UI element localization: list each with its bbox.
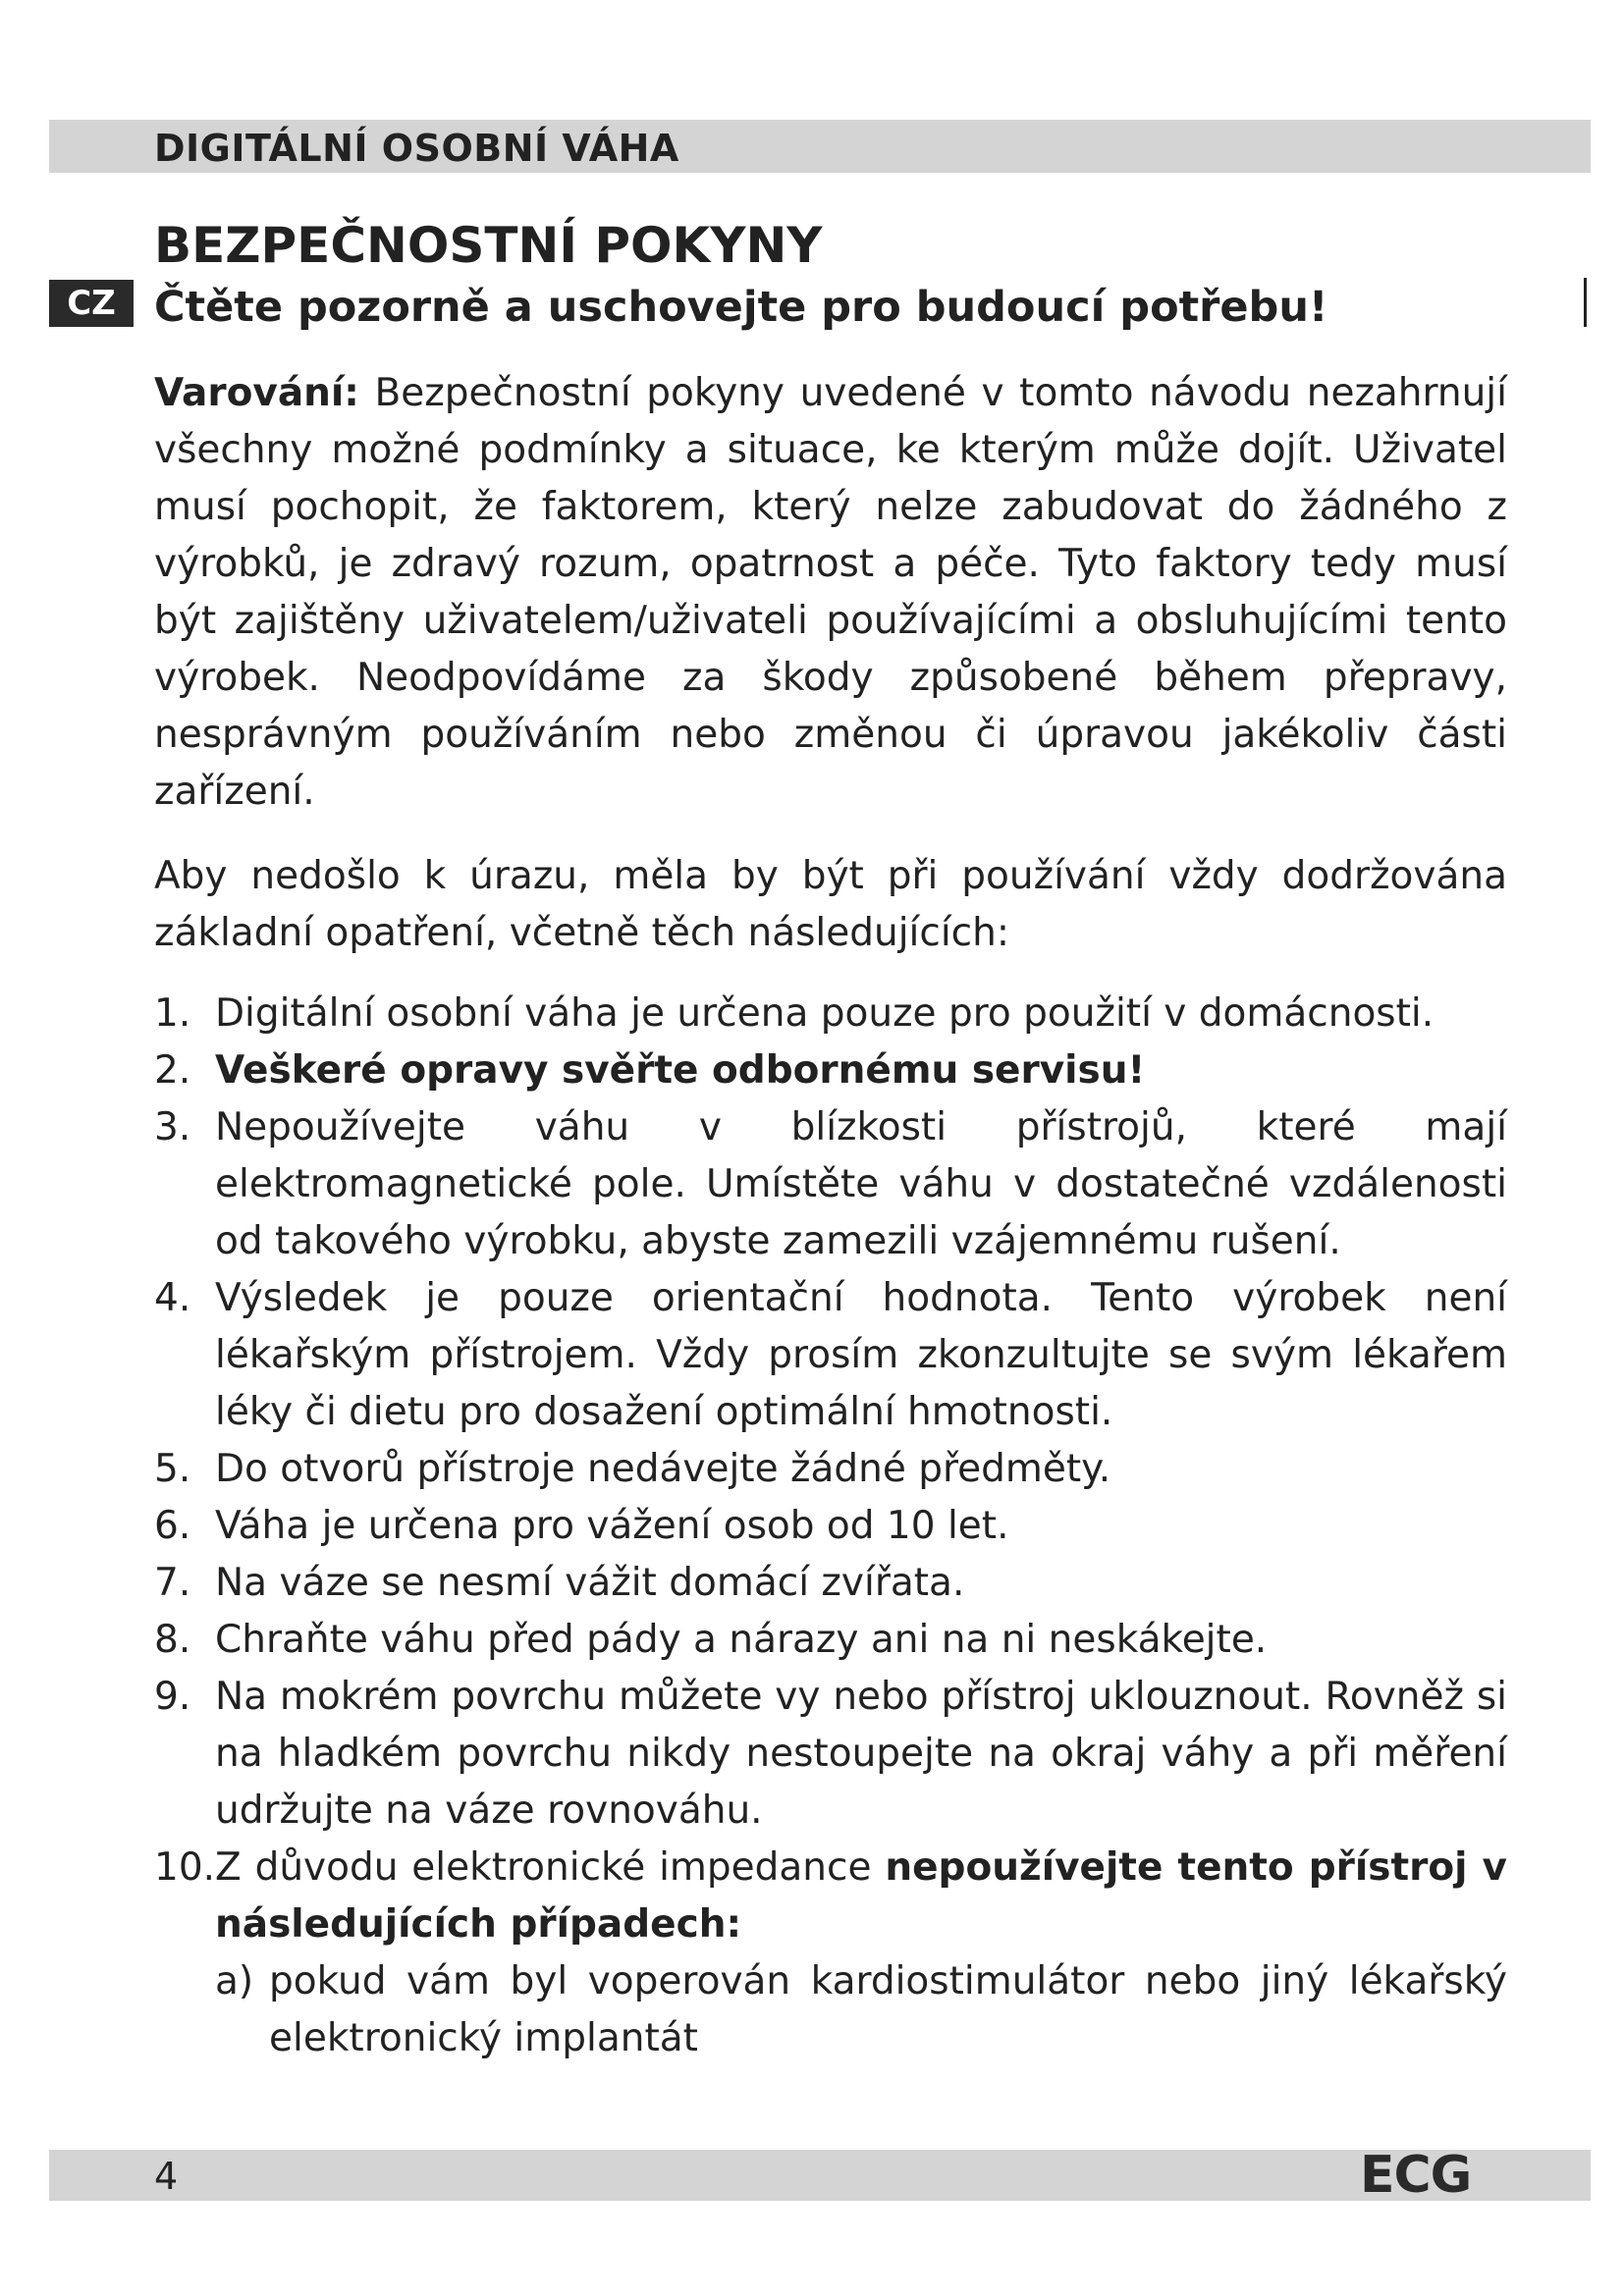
list-item bbox=[154, 1042, 1507, 1099]
section-subtitle: Čtěte pozorně a uschovejte pro budoucí potřebu! bbox=[154, 283, 1328, 332]
list-item bbox=[154, 1840, 1507, 2067]
sub-item-letter: a) bbox=[215, 1959, 254, 2003]
list-item bbox=[154, 1612, 1507, 1669]
item-text: Výsledek je pouze orientační hodnota. Tento výrobek není lékařským přístrojem. Vždy prosím zkonzultujte se svým lékařem léky či dietu pro dosažení optimální hmotnosti. bbox=[215, 1276, 1507, 1434]
warning-text: Bezpečnostní pokyny uvedené v tomto návodu nezahrnují všechny možné podmínky a situace, ke kterým může dojít. Uživatel musí pochopit, že faktorem, který nelze zabudovat do žádného z výrobků, je zdravý rozum, opatrnost a péče. Tyto faktory tedy musí být zajištěny uživatelem/uživateli používajícími a obsluhujícími tento výrobek. Neodpovídáme za škody způsobené během přepravy, nesprávným používáním nebo změnou či úpravou jakékoliv části zařízení. bbox=[154, 371, 1507, 814]
warning-paragraph bbox=[154, 365, 1507, 821]
list-item bbox=[154, 1099, 1507, 1270]
list-item bbox=[154, 1498, 1507, 1555]
list-item bbox=[154, 1441, 1507, 1498]
document-title: DIGITÁLNÍ OSOBNÍ VÁHA bbox=[154, 127, 679, 170]
language-badge: CZ bbox=[49, 280, 134, 327]
item-number: 1. bbox=[154, 991, 191, 1036]
item-text: Chraňte váhu před pády a nárazy ani na ni neskákejte. bbox=[215, 1618, 1268, 1662]
list-item bbox=[154, 1270, 1507, 1441]
list-item bbox=[154, 986, 1507, 1042]
item-bold-text: nepoužívejte tento přístroj v následujících případech: bbox=[215, 1845, 1507, 1947]
item-text: Nepoužívejte váhu v blízkosti přístrojů, které mají elektromagnetické pole. Umístěte váhu v dostatečné vzdálenosti od takového výrobku, abyste zamezili vzájemnému rušení. bbox=[215, 1105, 1507, 1263]
item-text: Na váze se nesmí vážit domácí zvířata. bbox=[215, 1561, 965, 1605]
warning-label: Varování: bbox=[154, 371, 359, 415]
item-text: Váha je určena pro vážení osob od 10 let. bbox=[215, 1504, 1009, 1548]
list-item bbox=[154, 1669, 1507, 1840]
page-edge-mark bbox=[1584, 278, 1587, 327]
brand-logo: ECG bbox=[1360, 2146, 1472, 2205]
item-bold-text: Veškeré opravy svěřte odbornému servisu! bbox=[215, 1048, 1146, 1093]
item-number: 9. bbox=[154, 1675, 191, 1719]
item-number: 3. bbox=[154, 1105, 191, 1149]
item-number: 5. bbox=[154, 1447, 191, 1491]
item-number: 6. bbox=[154, 1504, 191, 1548]
item-number: 7. bbox=[154, 1561, 191, 1605]
sub-list-item bbox=[215, 1953, 1507, 2067]
item-text: Do otvorů přístroje nedávejte žádné předměty. bbox=[215, 1447, 1111, 1491]
item-text: Digitální osobní váha je určena pouze pro použití v domácnosti. bbox=[215, 991, 1435, 1036]
page-content bbox=[154, 365, 1507, 2067]
item-number: 10. bbox=[154, 1845, 216, 1890]
section-heading: BEZPEČNOSTNÍ POKYNY bbox=[154, 217, 823, 274]
item-text: Na mokrém povrchu můžete vy nebo přístroj uklouznout. Rovněž si na hladkém povrchu nikdy nestoupejte na okraj váhy a při měření udržujte na váze rovnováhu. bbox=[215, 1675, 1507, 1833]
item-number: 8. bbox=[154, 1618, 191, 1662]
safety-list bbox=[154, 986, 1507, 2067]
intro-paragraph: Aby nedošlo k úrazu, měla by být při používání vždy dodržována základní opatření, včetně těch následujících: bbox=[154, 854, 1507, 955]
item-number: 2. bbox=[154, 1048, 191, 1093]
page-number: 4 bbox=[154, 2155, 179, 2198]
list-item bbox=[154, 1555, 1507, 1612]
sub-item-text: pokud vám byl voperován kardiostimulátor nebo jiný lékařský elektronický implantát bbox=[269, 1959, 1507, 2060]
item-text: Z důvodu elektronické impedance bbox=[215, 1845, 886, 1890]
item-number: 4. bbox=[154, 1276, 191, 1320]
